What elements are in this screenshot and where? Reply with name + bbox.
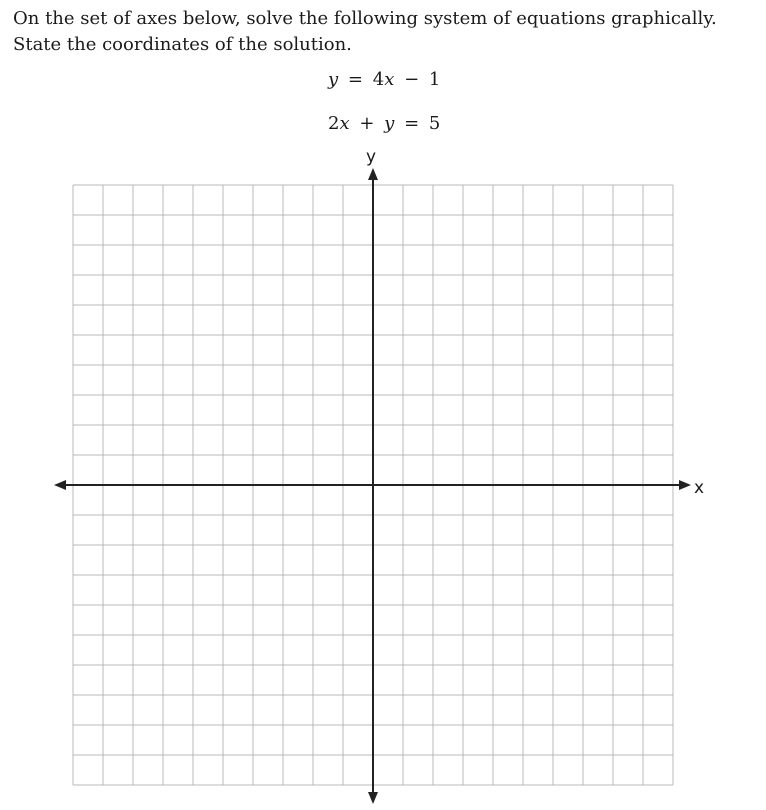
y-axis-label: y: [366, 147, 377, 167]
eq1-minus: −: [404, 69, 420, 90]
axes: [54, 168, 691, 804]
eq2-const: 5: [428, 113, 441, 134]
eq2-var: x: [339, 113, 350, 134]
y-axis-arrow-bottom: [368, 792, 378, 804]
x-axis-arrow-left: [54, 480, 66, 490]
eq1-lhs: y: [328, 69, 339, 90]
eq2-coef: 2: [328, 113, 340, 134]
eq1-coef: 4: [372, 69, 385, 90]
y-axis-arrow-top: [368, 168, 378, 180]
question-line-1: On the set of axes below, solve the following system of equations graphically.: [13, 8, 717, 29]
eq2-plus: +: [359, 113, 375, 134]
eq1-const: 1: [428, 69, 441, 90]
eq2-var2: y: [384, 113, 395, 134]
eq2-equals: =: [404, 113, 420, 134]
question-line-2: State the coordinates of the solution.: [13, 34, 352, 55]
eq1-var: x: [384, 69, 395, 90]
x-axis-arrow-right: [679, 480, 691, 490]
eq1-equals: =: [347, 69, 363, 90]
x-axis-label: x: [694, 478, 705, 498]
